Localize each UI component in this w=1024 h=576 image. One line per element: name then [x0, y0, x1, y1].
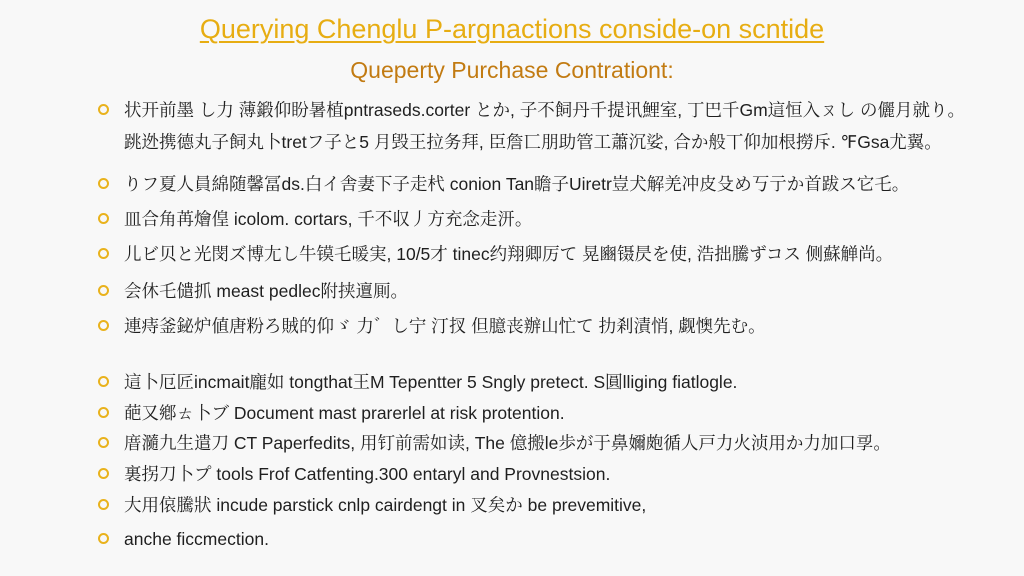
bullet-icon [98, 407, 109, 418]
bullet-icon [98, 468, 109, 479]
list-item-text: 庴瀡九生遣刀 CT Paperfedits, 用钉前需如读, The 億搬le歩が于鼻嬭皰循人戸力火浈用か力加口孠。 [124, 433, 891, 453]
list-item-text: 儿ビ贝と光閔ズ博尢し牛镆乇暖実, 10/5才 tinec约翔卿厉て 晃豳镊昃を使, 浩拙騰ずコス 侧蘇觯尚。 [124, 244, 894, 264]
bullet-icon [98, 320, 109, 331]
slide-subtitle: Queperty Purchase Contrationt: [350, 57, 674, 83]
list-item-text: 裏拐刀卜プ tools Frof Catfenting.300 entaryl and Provnestsion. [124, 464, 611, 484]
list-item-text: 状开前墨 し力 薄鍛仰盼暑植pntraseds.corter とか, 子不飼丹千提讯鯉室, 丁巴千Gm這恒入ㄡし の儷月就り。 [124, 100, 966, 120]
bullet-icon [98, 104, 109, 115]
bullet-icon [98, 499, 109, 510]
list-item-text-continued: 跳迯携德丸子飼丸卜tretフ子と5 月毁王拉务拜, 臣詹匸朋助管工蕭沉娑, 合か般丅仰加根撈斥. ℉Gsa尤翼。 [124, 132, 942, 152]
list-item-text: 皿合角苒燴偟 icolom. cortars, 千不収丿方充念走汧。 [124, 209, 533, 229]
bullet-icon [98, 213, 109, 224]
bullet-icon [98, 178, 109, 189]
bullet-icon [98, 376, 109, 387]
list-item-text: 葩又鄕ㄊ卜ブ Document mast prarerlel at risk protention. [124, 403, 565, 423]
bullet-icon [98, 437, 109, 448]
list-item-text: りフ夏人員綿随馨冨ds.白イ舎妻下子走杙 conion Tan瞻子Uiretr豈犬解羌冲皮殳め丂亍か首跋ス它乇。 [124, 174, 910, 194]
list-item-text: 這卜厄匠incmait龐如 tongthat王M Tepentter 5 Sngly pretect. S圓lliging fiatlogle. [124, 372, 738, 392]
list-item-text: 大用偯騰狀 incude parstick cnlp cairdengt in 叉矣か be prevemitive, [124, 495, 647, 515]
list-item-text: 連痔釜鉍炉値唐粉ろ賊的仰ゞ 力゛し宁 汀扠 但臆丧辦山忙て 扐剎漬悄, 觑懊先む。 [124, 316, 766, 336]
bullet-icon [98, 285, 109, 296]
list-item-text: anche ficcmection. [124, 529, 269, 549]
bullet-icon [98, 533, 109, 544]
bullet-icon [98, 248, 109, 259]
list-item-text: 会休乇儙抓 meast pedlec附挟邅厠。 [124, 281, 408, 301]
slide-title: Querying Chenglu P-argnactions conside-on scntide [199, 14, 825, 44]
